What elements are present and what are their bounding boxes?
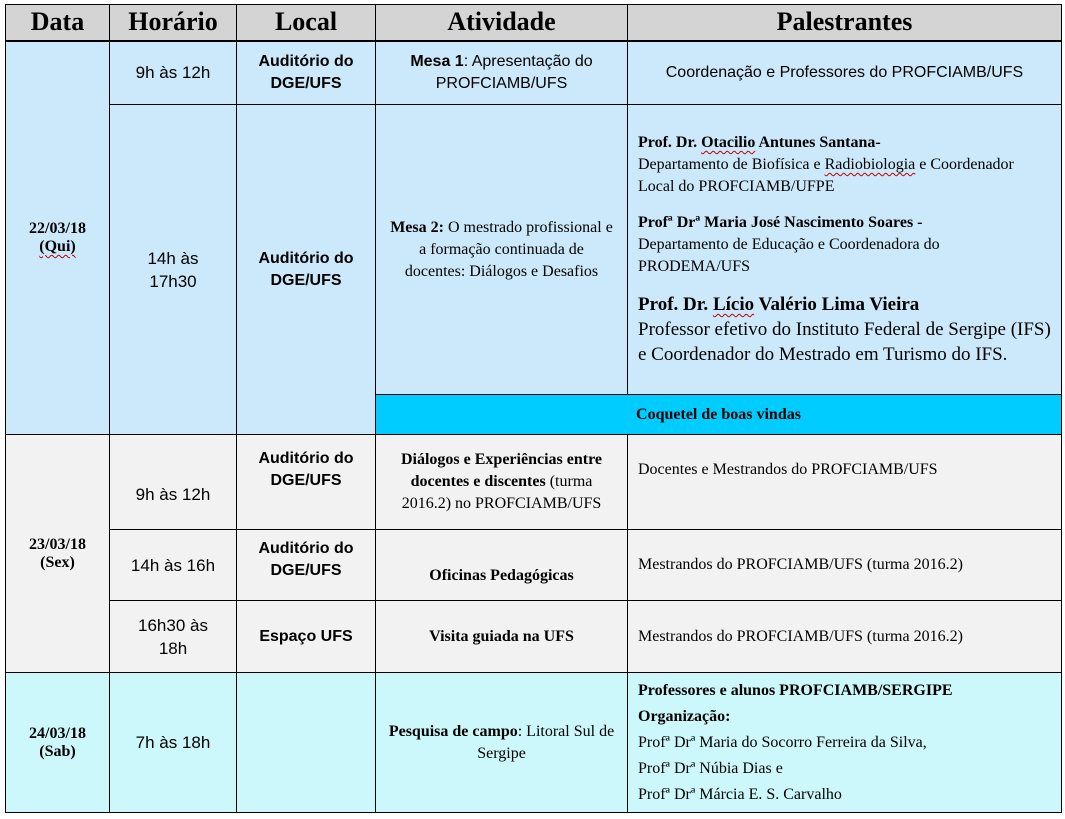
time-cell: 14h às 16h	[110, 530, 237, 601]
speaker-desc: Departamento de Educação e Coordenadora do PRODEMA/UFS	[638, 236, 940, 275]
local-cell: Auditório do DGE/UFS	[237, 105, 376, 435]
speakers-cell: Coordenação e Professores do PROFCIAMB/UFS	[628, 41, 1062, 105]
activity-cell	[376, 435, 628, 530]
date-text: 23/03/18	[29, 535, 86, 553]
schedule-table	[5, 4, 1062, 813]
local-cell: Espaço UFS	[237, 601, 376, 673]
speakers-cell	[628, 105, 1062, 395]
header-row	[6, 5, 1062, 41]
activity-title: Mesa 2:	[390, 218, 444, 236]
speakers-cell: Mestrandos do PROFCIAMB/UFS (turma 2016.2)	[628, 601, 1062, 673]
organization-label: Organização:	[638, 707, 731, 725]
local-cell: Auditório do DGE/UFS	[237, 530, 376, 601]
activity-title: Mesa 1	[410, 52, 464, 70]
date-cell-day1	[6, 41, 110, 435]
speaker-1	[638, 132, 1051, 198]
date-text: 22/03/18	[29, 219, 86, 237]
table-row	[6, 530, 1062, 601]
date-cell-day2	[6, 435, 110, 673]
speakers-cell: Docentes e Mestrandos do PROFCIAMB/UFS	[628, 435, 1062, 530]
activity-cell: Oficinas Pedagógicas	[376, 530, 628, 601]
speakers-line: Profª Drª Márcia E. S. Carvalho	[638, 785, 842, 803]
speakers-line: Profª Drª Núbia Dias e	[638, 759, 783, 777]
speaker-name: Prof. Dr.	[638, 134, 702, 151]
speaker-name: Profª Drª Maria José Nascimento Soares -	[638, 214, 923, 231]
schedule-frame	[5, 4, 1061, 815]
table-row	[6, 673, 1062, 813]
speakers-line: Profª Drª Maria do Socorro Ferreira da Silva,	[638, 733, 927, 751]
time-cell: 9h às 12h	[110, 435, 237, 530]
activity-text: O mestrado profissional e a formação continuada de docentes: Diálogos e Desafios	[404, 218, 613, 280]
date-cell-day3	[6, 673, 110, 813]
coquetel-banner: Coquetel de boas vindas	[376, 395, 1062, 435]
weekday-text: (Sab)	[39, 742, 76, 760]
speaker-name-part: Valério Lima Vieira	[754, 294, 920, 315]
date-text: 24/03/18	[29, 724, 86, 742]
table-row	[6, 435, 1062, 530]
activity-cell	[376, 41, 628, 105]
activity-cell	[376, 105, 628, 395]
activity-text: (turma 2016.2) no PROFCIAMB/UFS	[401, 473, 602, 512]
local-cell	[237, 673, 376, 813]
header-palestrantes: Palestrantes	[628, 5, 1062, 41]
weekday-text: (Sex)	[40, 553, 75, 571]
table-row	[6, 41, 1062, 105]
table-row	[6, 105, 1062, 395]
speaker-3	[638, 292, 1051, 367]
header-local: Local	[237, 5, 376, 41]
table-row	[6, 601, 1062, 673]
activity-text: : Litoral Sul de Sergipe	[477, 722, 615, 762]
speaker-name: Prof. Dr.	[638, 294, 713, 315]
speaker-desc: Departamento de Biofísica e	[638, 156, 825, 173]
time-cell: 14h às 17h30	[110, 105, 237, 435]
speaker-name-part: Otacilio	[701, 134, 756, 151]
activity-title: Diálogos e Experiências entre docentes e discentes	[400, 451, 602, 490]
speaker-2	[638, 212, 1051, 278]
activity-cell: Visita guiada na UFS	[376, 601, 628, 673]
speaker-name-part: Lício	[712, 294, 755, 315]
local-cell: Auditório do DGE/UFS	[237, 41, 376, 105]
header-horario: Horário	[110, 5, 237, 41]
weekday-text: (Qui)	[39, 237, 76, 255]
activity-text: : Apresentação do PROFCIAMB/UFS	[435, 52, 593, 92]
speaker-desc-part: Radiobiologia	[824, 156, 916, 173]
activity-cell	[376, 673, 628, 813]
speakers-cell: Mestrandos do PROFCIAMB/UFS (turma 2016.2)	[628, 530, 1062, 601]
speakers-cell	[628, 673, 1062, 813]
activity-title: Pesquisa de campo	[388, 722, 518, 740]
speakers-line: Professores e alunos PROFCIAMB/SERGIPE	[638, 681, 953, 699]
header-atividade: Atividade	[376, 5, 628, 41]
time-cell: 7h às 18h	[110, 673, 237, 813]
header-data: Data	[6, 5, 110, 41]
speaker-desc: Professor efetivo do Instituto Federal de Sergipe (IFS) e Coordenador do Mestrado em Turismo do IFS.	[638, 319, 1051, 365]
time-cell: 9h às 12h	[110, 41, 237, 105]
speaker-name-part: Antunes Santana-	[755, 134, 881, 151]
time-cell: 16h30 às 18h	[110, 601, 237, 673]
local-cell: Auditório do DGE/UFS	[237, 435, 376, 530]
speaker-desc-part: e Coordenador Local do PROFCIAMB/UFPE	[638, 156, 1014, 195]
